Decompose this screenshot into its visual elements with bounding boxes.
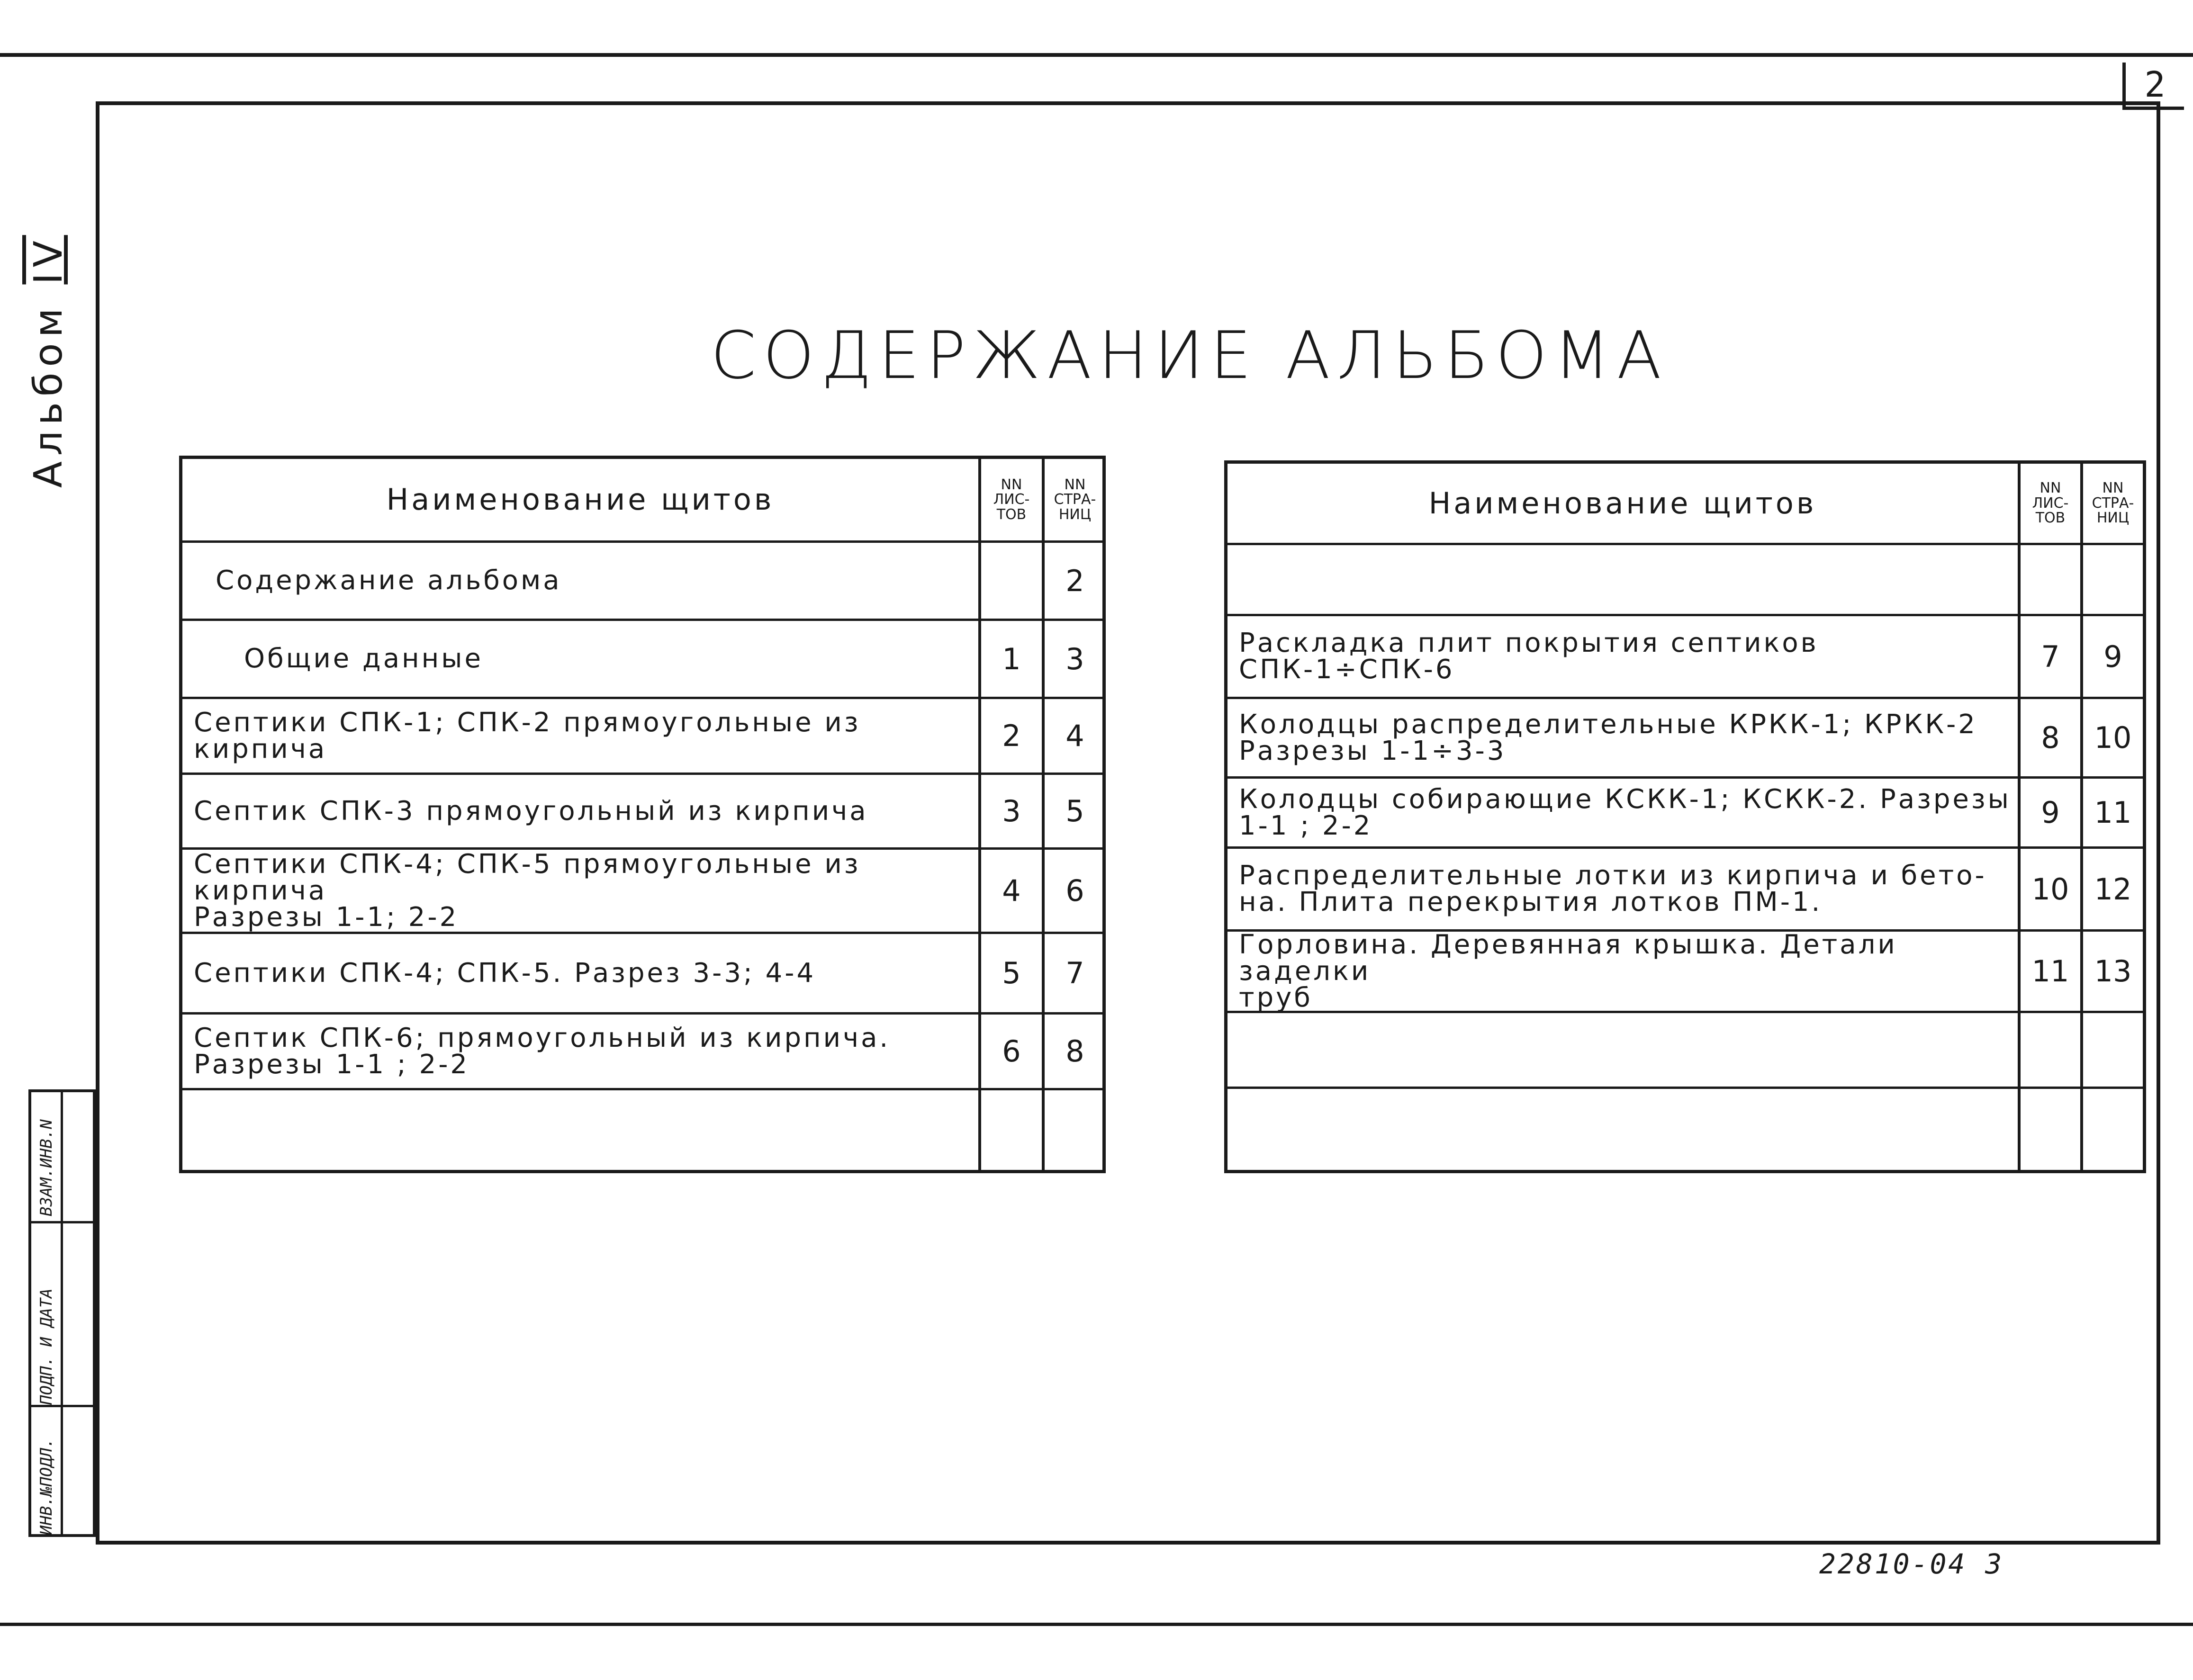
row-sheet-number: 1 [1002, 641, 1021, 676]
header-sheets: NN ЛИС- ТОВ [993, 476, 1030, 523]
table-row [1227, 1013, 2143, 1089]
right-contents-table [1224, 460, 2146, 1173]
row-name: Септики СПК-4; СПК-5. Разрез 3-3; 4-4 [194, 957, 816, 988]
table-row [182, 699, 1102, 775]
stamp-column-divider [61, 1092, 63, 1534]
table-row [182, 934, 1102, 1015]
table-row [1227, 545, 2143, 616]
row-name: Септики СПК-1; СПК-2 прямоугольные из кирпича [194, 707, 861, 764]
row-name [1239, 1089, 2018, 1160]
header-pages: NN СТРА- НИЦ [2092, 480, 2134, 527]
row-sheet-number: 10 [2031, 871, 2069, 907]
header-sheets: NN ЛИС- ТОВ [2032, 480, 2069, 527]
row-page-number: 7 [1065, 956, 1084, 990]
row-name: Общие данные [244, 643, 483, 674]
album-label-roman: IV [26, 235, 71, 285]
row-page-number [1045, 1090, 1105, 1170]
table-row [1227, 1089, 2143, 1160]
row-page-number: 4 [1065, 719, 1084, 753]
outer-top-line [0, 53, 2193, 57]
row-sheet-number: 2 [1002, 719, 1021, 753]
table-row [182, 543, 1102, 621]
left-contents-table [179, 456, 1106, 1173]
document-code: 22810-04 3 [1819, 1548, 2004, 1580]
table-header-row [1227, 464, 2143, 545]
table-row [182, 1015, 1102, 1090]
row-page-number: 3 [1065, 641, 1084, 676]
table-row [182, 1090, 1102, 1170]
row-sheet-number: 5 [1002, 956, 1021, 990]
outer-bottom-line [0, 1623, 2193, 1626]
table-row [182, 850, 1102, 934]
row-page-number [2083, 545, 2143, 614]
row-page-number: 8 [1065, 1034, 1084, 1069]
table-row [1227, 849, 2143, 932]
page-number-box [2122, 63, 2184, 110]
row-name: Колодцы собирающие КСКК-1; КСКК-2. Разрезы 1-1 ; 2-2 [1239, 783, 2011, 841]
row-sheet-number: 4 [1002, 873, 1021, 908]
row-name: Раскладка плит покрытия септиков СПК-1÷СПК-6 [1239, 628, 1819, 685]
table-row [1227, 779, 2143, 849]
row-name [194, 1090, 978, 1170]
row-name: Колодцы распределительные КРКК-1; КРКК-2 Разрезы 1-1÷3-3 [1239, 709, 1977, 766]
row-page-number: 2 [1065, 563, 1084, 598]
row-page-number [2083, 1089, 2143, 1160]
row-name: Септики СПК-4; СПК-5 прямоугольные из кирпича Разрезы 1-1; 2-2 [194, 848, 861, 933]
stamp-cell-podp-data: ПОДП. И ДАТА [37, 1288, 56, 1405]
table-row [1227, 929, 2143, 1013]
row-name [1239, 545, 2018, 614]
row-name: Горловина. Деревянная крышка. Детали заделки труб [1239, 929, 1897, 1013]
row-name: Содержание альбома [216, 565, 562, 596]
table-row [182, 621, 1102, 699]
table-row [1227, 616, 2143, 699]
row-sheet-number: 9 [2041, 795, 2060, 830]
header-name: Наименование щитов [386, 482, 775, 517]
row-sheet-number: 3 [1002, 794, 1021, 828]
header-name: Наименование щитов [1428, 485, 1817, 521]
row-sheet-number [2021, 545, 2080, 614]
stamp-row-divider [31, 1221, 93, 1223]
stamp-cell-inv-podl: ИНВ.№ПОДЛ. [37, 1438, 56, 1535]
row-page-number: 6 [1065, 873, 1084, 908]
page-title: СОДЕРЖАНИЕ АЛЬБОМА [711, 317, 1669, 394]
row-sheet-number: 6 [1002, 1034, 1021, 1069]
table-header-row [182, 459, 1102, 543]
row-page-number: 5 [1065, 794, 1084, 828]
row-page-number: 12 [2094, 871, 2132, 907]
row-sheet-number [981, 543, 1042, 619]
table-row [182, 775, 1102, 850]
row-page-number: 13 [2094, 954, 2132, 988]
row-sheet-number [2021, 1089, 2080, 1160]
row-sheet-number: 7 [2041, 639, 2060, 674]
row-name: Септик СПК-3 прямоугольный из кирпича [194, 795, 868, 827]
row-sheet-number: 8 [2041, 720, 2060, 755]
page-number: 2 [2144, 64, 2166, 105]
row-name: Распределительные лотки из кирпича и бето- на. Плита перекрытия лотков ПМ-1. [1239, 860, 1987, 917]
row-name: Септик СПК-6; прямоугольный из кирпича. Разрезы 1-1 ; 2-2 [194, 1022, 891, 1080]
row-sheet-number [981, 1090, 1042, 1170]
album-label [26, 235, 71, 488]
album-label-text: Альбом [26, 302, 71, 488]
row-page-number: 11 [2094, 795, 2132, 830]
row-sheet-number [2021, 1013, 2080, 1087]
row-page-number: 10 [2094, 720, 2132, 755]
stamp-row-divider [31, 1405, 93, 1407]
row-page-number: 9 [2103, 639, 2122, 674]
approval-stamp [28, 1089, 96, 1537]
row-sheet-number: 11 [2031, 954, 2069, 988]
row-name [1239, 1013, 2018, 1087]
header-pages: NN СТРА- НИЦ [1054, 476, 1096, 523]
stamp-cell-vzam-inv: ВЗАМ.ИНВ.N [37, 1119, 56, 1216]
row-page-number [2083, 1013, 2143, 1087]
table-row [1227, 699, 2143, 779]
